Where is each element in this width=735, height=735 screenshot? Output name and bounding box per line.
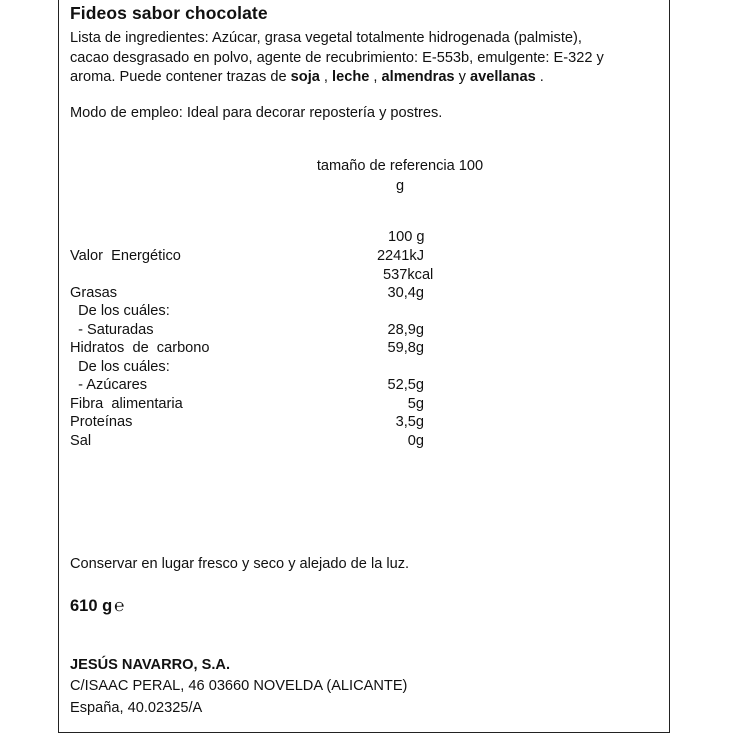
net-weight bbox=[70, 596, 124, 616]
nutrition-row bbox=[70, 414, 430, 433]
nutrient-value: 28,9g bbox=[387, 322, 424, 338]
separator: , bbox=[319, 69, 333, 85]
nutrition-row bbox=[70, 303, 430, 322]
ingredients-line: Lista de ingredientes: Azúcar, grasa vegetal totalmente hidrogenada (palmiste), bbox=[70, 30, 582, 46]
allergen-leche: leche bbox=[332, 69, 370, 85]
nutrient-value: 5g bbox=[407, 396, 424, 412]
company-address: C/ISAAC PERAL, 46 03660 NOVELDA (ALICANTE) bbox=[70, 678, 408, 694]
reference-size-unit: g bbox=[395, 178, 405, 194]
nutrient-label: Sal bbox=[70, 433, 92, 449]
nutrient-value: 2241kJ bbox=[376, 248, 424, 264]
allergen-soja: soja bbox=[290, 69, 320, 85]
ingredients-list bbox=[70, 29, 670, 88]
nutrition-row bbox=[70, 433, 430, 452]
nutrient-value: 0g bbox=[407, 433, 424, 449]
net-weight-value: 610 g bbox=[70, 596, 113, 615]
nutrition-column-header: 100 g bbox=[388, 229, 425, 245]
nutrient-label: De los cuáles: bbox=[70, 303, 170, 319]
nutrient-label: Valor Energético bbox=[70, 248, 181, 264]
nutrition-row bbox=[70, 377, 430, 396]
separator: y bbox=[454, 69, 470, 85]
allergen-almendras: almendras bbox=[381, 69, 455, 85]
separator: . bbox=[535, 69, 544, 85]
ingredients-line: cacao desgrasado en polvo, agente de recubrimiento: E-553b, emulgente: E-322 y bbox=[70, 49, 604, 66]
nutrition-row bbox=[70, 322, 430, 341]
nutrition-row bbox=[70, 396, 430, 415]
reference-size bbox=[300, 156, 500, 196]
nutrition-row bbox=[70, 359, 430, 378]
nutrient-label: Hidratos de carbono bbox=[70, 340, 210, 356]
nutrient-value: 59,8g bbox=[387, 340, 424, 356]
nutrient-label: Fibra alimentaria bbox=[70, 396, 183, 412]
usage-instructions: Modo de empleo: Ideal para decorar repostería y postres. bbox=[70, 105, 443, 121]
reference-size-line: tamaño de referencia 100 bbox=[316, 158, 484, 174]
nutrition-row bbox=[70, 248, 430, 267]
ingredients-line bbox=[70, 68, 670, 88]
energy-kcal-value: 537kcal bbox=[383, 267, 434, 283]
nutrient-label: - Saturadas bbox=[70, 322, 154, 338]
company-name: JESÚS NAVARRO, S.A. bbox=[70, 657, 231, 673]
nutrient-value: 52,5g bbox=[387, 377, 424, 393]
separator: , bbox=[369, 69, 382, 85]
allergen-avellanas: avellanas bbox=[469, 69, 536, 85]
storage-instructions: Conservar en lugar fresco y seco y alejado de la luz. bbox=[70, 556, 410, 572]
nutrition-row bbox=[70, 340, 430, 359]
nutrient-label: Proteínas bbox=[70, 414, 133, 430]
nutrient-label: Grasas bbox=[70, 285, 118, 301]
product-title: Fideos sabor chocolate bbox=[70, 3, 268, 23]
company-registry: España, 40.02325/A bbox=[70, 700, 203, 716]
ingredients-text: aroma. Puede contener trazas de bbox=[70, 69, 291, 85]
nutrient-label: - Azúcares bbox=[70, 377, 148, 393]
estimated-sign-icon: ℮ bbox=[114, 596, 125, 615]
nutrient-value: 3,5g bbox=[395, 414, 424, 430]
nutrient-label: De los cuáles: bbox=[70, 359, 170, 375]
nutrient-value: 30,4g bbox=[387, 285, 424, 301]
nutrition-row bbox=[70, 285, 430, 304]
